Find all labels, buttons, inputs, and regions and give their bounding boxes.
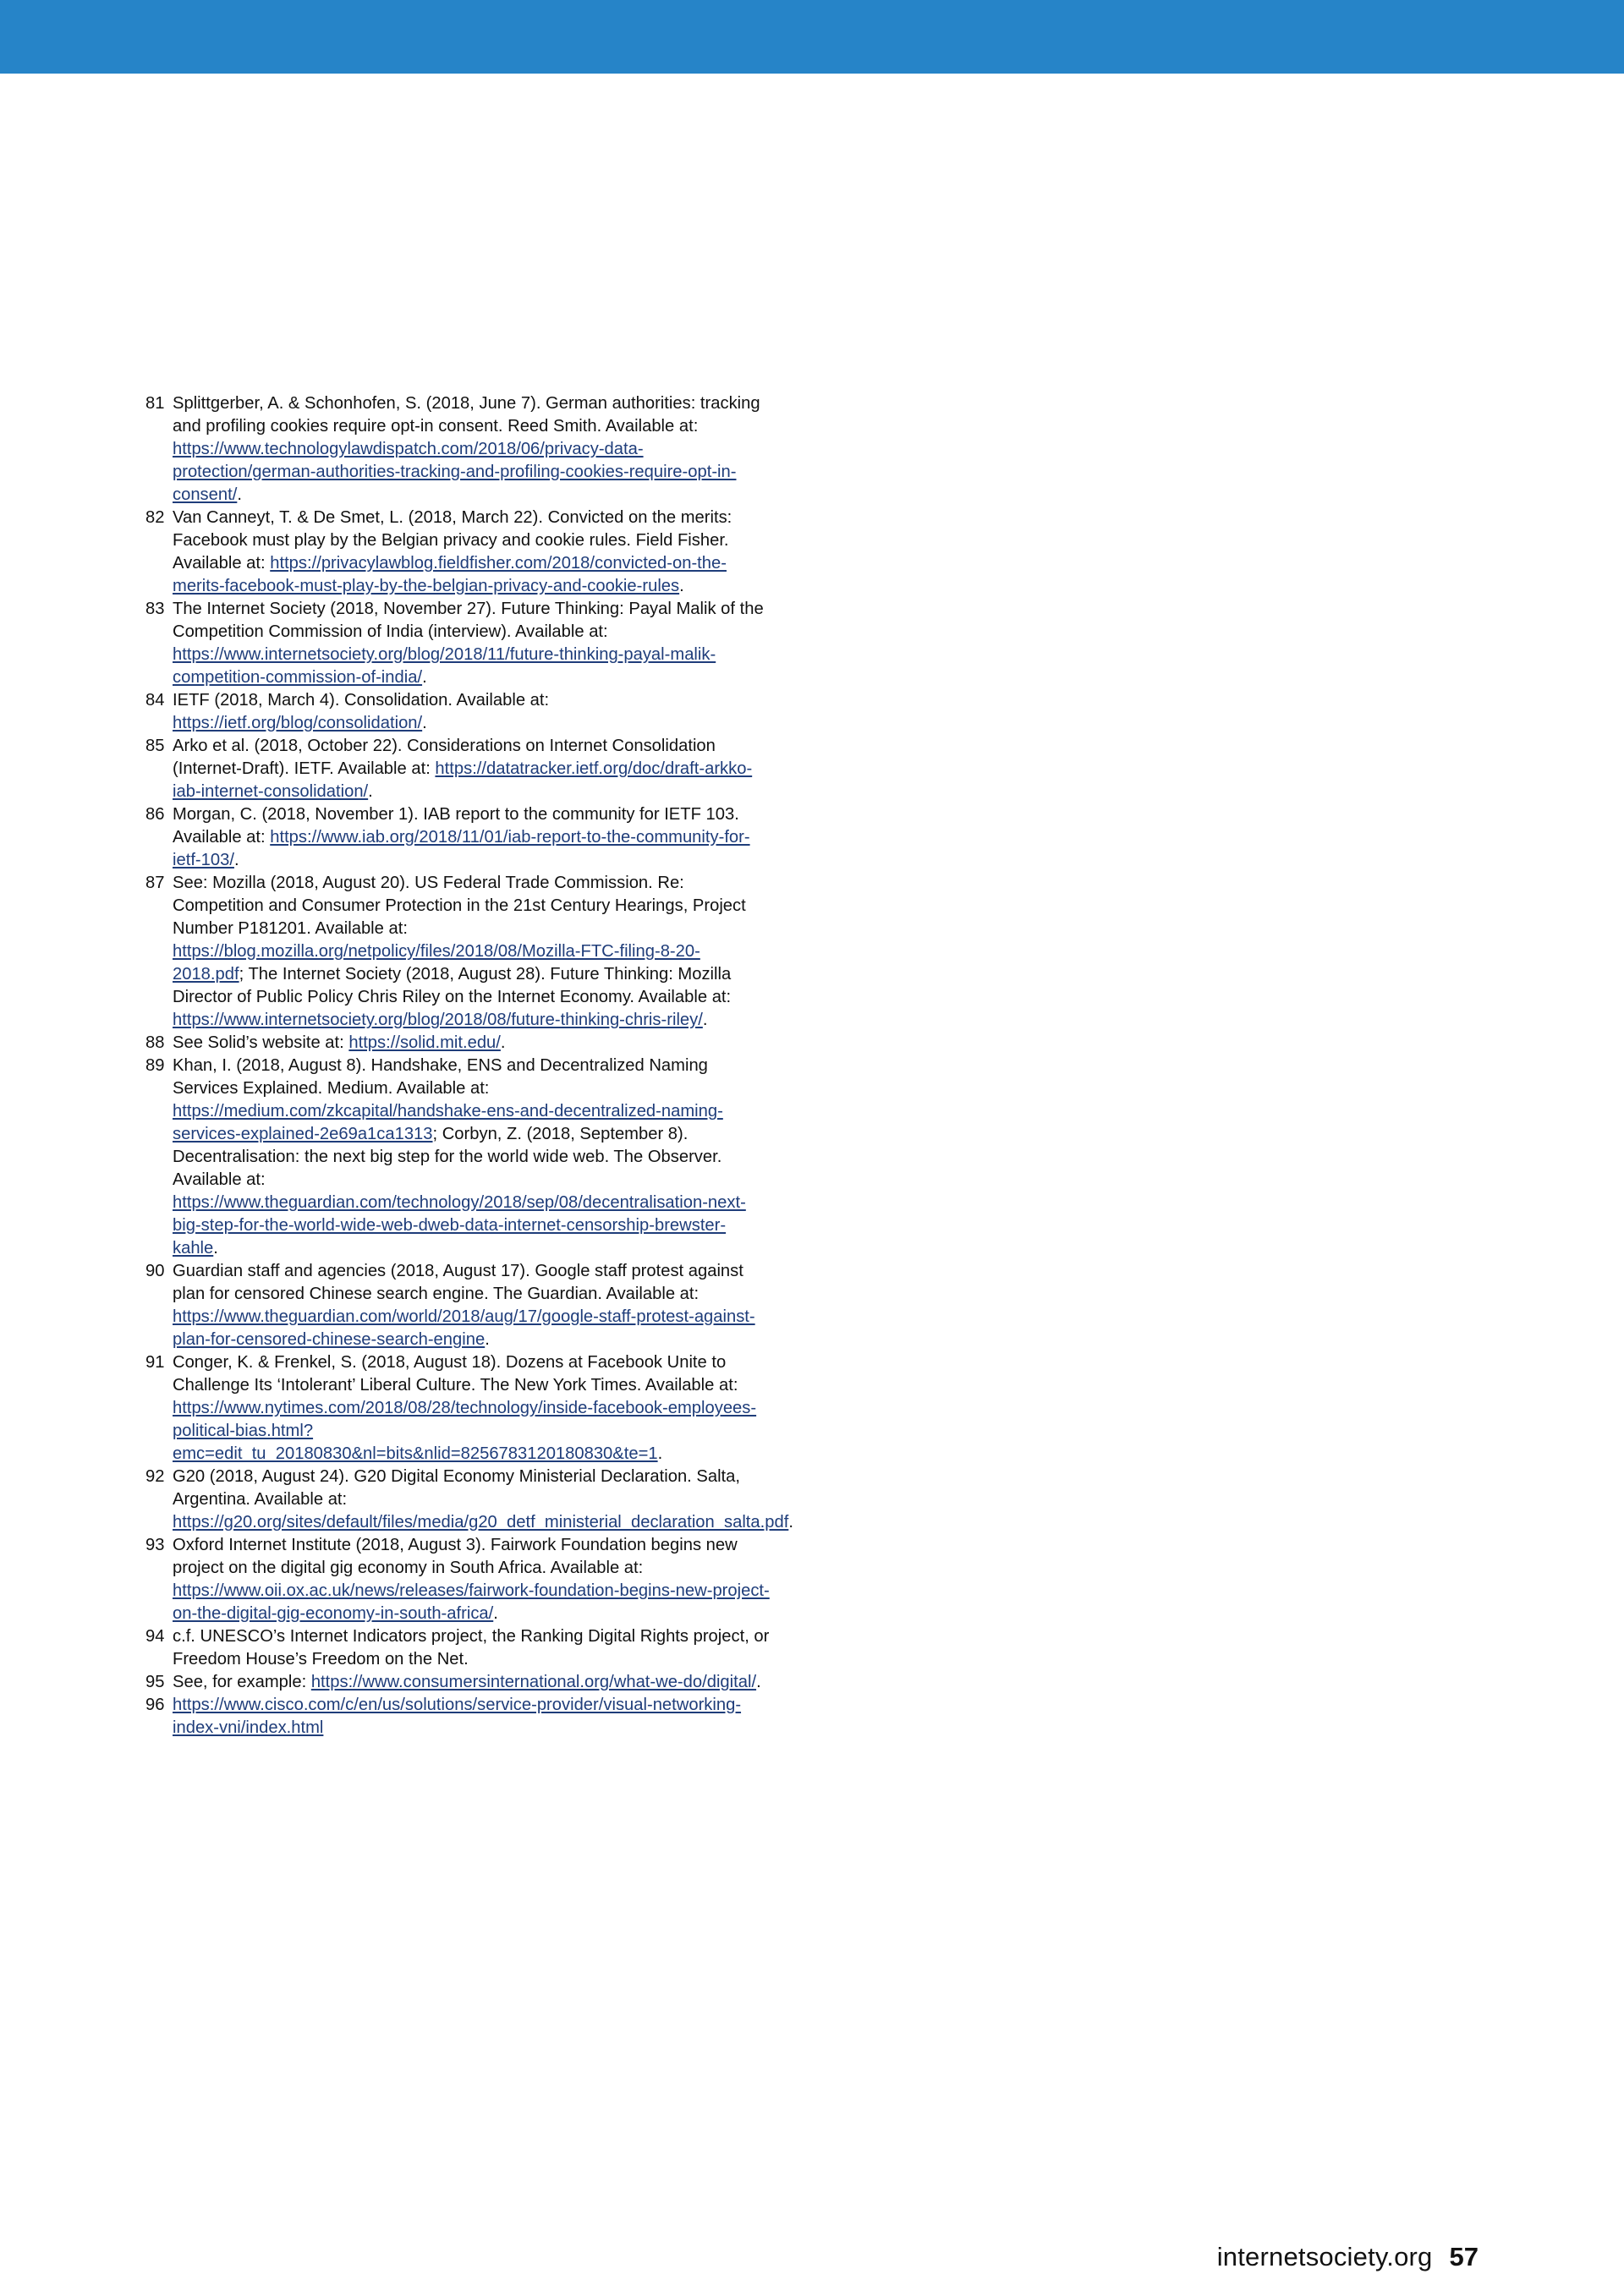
reference-link[interactable]: https://www.cisco.com/c/en/us/solutions/service-provider/visual-networking-index-vni/index.html [173,1696,742,1737]
endnote-number: 91 [145,1353,165,1372]
endnote-text [173,1534,770,1625]
endnote-number: 93 [145,1536,165,1554]
endnote-number: 81 [145,394,165,413]
endnote-number: 82 [145,508,165,527]
endnote-text [173,803,770,872]
endnote-text-segment: See, for example: [173,1673,311,1691]
endnote-text [173,1351,770,1466]
endnote-text-segment: See: Mozilla (2018, August 20). US Federal Trade Commission. Re: Competition and Consumer Protection in the 21st Century Hearings, Project Number P181201. Available at: [173,874,746,938]
endnote-item [145,689,770,735]
endnote-item [145,803,770,872]
page-footer [1217,2240,1479,2274]
endnote-text [173,735,770,803]
reference-link[interactable]: https://g20.org/sites/default/files/media/g20_detf_ministerial_declaration_salta.pdf [173,1513,789,1532]
endnote-text-segment: . [213,1239,218,1258]
endnote-text-segment: Morgan, C. (2018, November 1). IAB report to the community for IETF 103. Available at: [173,805,739,847]
endnote-number: 87 [145,874,165,892]
endnote-item [145,392,770,507]
endnote-item [145,1260,770,1351]
reference-link[interactable]: https://solid.mit.edu/ [348,1033,501,1052]
endnote-text-segment: Guardian staff and agencies (2018, August 17). Google staff protest against plan for censored Chinese search engine. The Guardian. Available at: [173,1262,743,1303]
endnote-text [173,1625,770,1671]
endnote-text [173,392,770,507]
endnote-item [145,507,770,598]
endnote-number: 94 [145,1627,165,1646]
endnote-number: 88 [145,1033,165,1052]
endnote-text-segment: Arko et al. (2018, October 22). Considerations on Internet Consolidation (Internet-Draft). IETF. Available at: [173,737,716,778]
endnote-text [173,872,770,1032]
endnote-number: 95 [145,1673,165,1691]
endnote-text-segment: G20 (2018, August 24). G20 Digital Economy Ministerial Declaration. Salta, Argentina. Available at: [173,1467,741,1509]
endnote-text-segment: . [493,1604,498,1623]
endnote-item [145,872,770,1032]
endnote-item [145,1534,770,1625]
reference-link[interactable]: https://www.nytimes.com/2018/08/28/technology/inside-facebook-employees-political-bias.html?emc=edit_tu_20180830&nl=bits&nlid=8256783120180830&te=1 [173,1399,757,1463]
endnote-text-segment: . [679,577,684,595]
endnote-text-segment: . [500,1033,506,1052]
reference-link[interactable]: https://www.internetsociety.org/blog/2018/08/future-thinking-chris-riley/ [173,1011,703,1029]
endnote-text-segment: Conger, K. & Frenkel, S. (2018, August 18). Dozens at Facebook Unite to Challenge Its ‘Intolerant’ Liberal Culture. The New York Times. Available at: [173,1353,738,1395]
reference-link[interactable]: https://www.consumersinternational.org/what-we-do/digital/ [310,1673,757,1691]
endnote-item [145,1466,793,1534]
endnote-text [173,1260,770,1351]
endnote-item [145,598,770,689]
endnote-text [173,1694,770,1740]
endnote-item [145,1694,770,1740]
header-band [0,0,1624,74]
endnote-number: 90 [145,1262,165,1280]
endnote-number: 96 [145,1696,165,1714]
endnote-text [173,598,770,689]
endnote-item [145,1055,770,1260]
endnote-text-segment: ; Corbyn, Z. (2018, September 8). Decentralisation: the next big step for the world wide web. The Observer. Available at: [173,1125,722,1189]
endnote-number: 85 [145,737,165,755]
endnote-text [173,1055,770,1260]
endnote-text-segment: c.f. UNESCO’s Internet Indicators project, the Ranking Digital Rights project, or Freedom House’s Freedom on the Net. [173,1627,770,1669]
endnote-text-segment: . [657,1444,663,1463]
endnote-item [145,1351,770,1466]
endnote-text-segment: . [485,1330,490,1349]
endnote-text-segment: . [368,782,373,801]
endnote-text-segment: IETF (2018, March 4). Consolidation. Available at: [173,691,550,710]
endnote-text-segment: Oxford Internet Institute (2018, August 3). Fairwork Foundation begins new project on the digital gig economy in South Africa. Available at: [173,1536,738,1577]
endnote-text [173,1671,770,1694]
endnote-text-segment: Khan, I. (2018, August 8). Handshake, ENS and Decentralized Naming Services Explained. Medium. Available at: [173,1056,708,1098]
endnote-text-segment: The Internet Society (2018, November 27). Future Thinking: Payal Malik of the Competition Commission of India (interview). Available at: [173,600,764,641]
endnote-text-segment: . [237,485,242,504]
endnote-text-segment: Van Canneyt, T. & De Smet, L. (2018, March 22). Convicted on the merits: Facebook must play by the Belgian privacy and cookie rules. Field Fisher. Available at: [173,508,732,573]
reference-link[interactable]: https://www.theguardian.com/world/2018/aug/17/google-staff-protest-against-plan-for-censored-chinese-search-engine [173,1307,755,1349]
endnote-text-segment: . [702,1011,708,1029]
endnote-number: 89 [145,1056,165,1075]
reference-link[interactable]: https://blog.mozilla.org/netpolicy/files/2018/08/Mozilla-FTC-filing-8-20-2018.pdf [173,942,700,984]
reference-link[interactable]: https://medium.com/zkcapital/handshake-ens-and-decentralized-naming-services-explained-2e69a1ca1313 [173,1102,723,1143]
endnote-text-segment: . [422,668,427,687]
page-number: 57 [1449,2242,1479,2271]
endnote-text [173,1466,793,1534]
endnote-item [145,735,770,803]
endnote-item [145,1032,770,1055]
reference-link[interactable]: https://www.oii.ox.ac.uk/news/releases/fairwork-foundation-begins-new-project-on-the-digital-gig-economy-in-south-africa/ [173,1581,770,1623]
endnote-text-segment: See Solid’s website at: [173,1033,349,1052]
reference-link[interactable]: https://privacylawblog.fieldfisher.com/2018/convicted-on-the-merits-facebook-must-play-by-the-belgian-privacy-and-cookie-rules [173,554,727,595]
endnote-item [145,1671,770,1694]
reference-link[interactable]: https://www.iab.org/2018/11/01/iab-report-to-the-community-for-ietf-103/ [173,828,750,869]
endnote-text [173,1032,770,1055]
endnote-item [145,1625,770,1671]
endnote-text [173,689,770,735]
endnote-number: 86 [145,805,165,824]
endnote-text-segment: . [233,851,239,869]
endnote-text-segment: Splittgerber, A. & Schonhofen, S. (2018, June 7). German authorities: tracking and profiling cookies require opt-in consent. Reed Smith. Available at: [173,394,760,436]
footer-site-name[interactable]: internetsociety.org [1216,2242,1433,2271]
reference-link[interactable]: https://ietf.org/blog/consolidation/ [173,714,423,732]
endnote-number: 84 [145,691,165,710]
endnote-text-segment: . [422,714,427,732]
endnote-text-segment: . [756,1673,761,1691]
endnote-text-segment: . [788,1513,793,1532]
endnote-number: 83 [145,600,165,618]
endnote-text-segment: ; The Internet Society (2018, August 28). Future Thinking: Mozilla Director of Public Policy Chris Riley on the Internet Economy. Available at: [173,965,732,1006]
reference-link[interactable]: https://www.theguardian.com/technology/2018/sep/08/decentralisation-next-big-step-for-the-world-wide-web-dweb-data-internet-censorship-brewster-kahle [173,1193,746,1258]
reference-link[interactable]: https://www.technologylawdispatch.com/2018/06/privacy-data-protection/german-authorities-tracking-and-profiling-cookies-require-opt-in-consent/ [173,440,737,504]
reference-link[interactable]: https://datatracker.ietf.org/doc/draft-arkko-iab-internet-consolidation/ [173,759,753,801]
reference-link[interactable]: https://www.internetsociety.org/blog/2018/11/future-thinking-payal-malik-competition-commission-of-india/ [173,645,716,687]
endnote-number: 92 [145,1467,165,1486]
endnotes-list [145,392,793,1740]
endnote-text [173,507,770,598]
